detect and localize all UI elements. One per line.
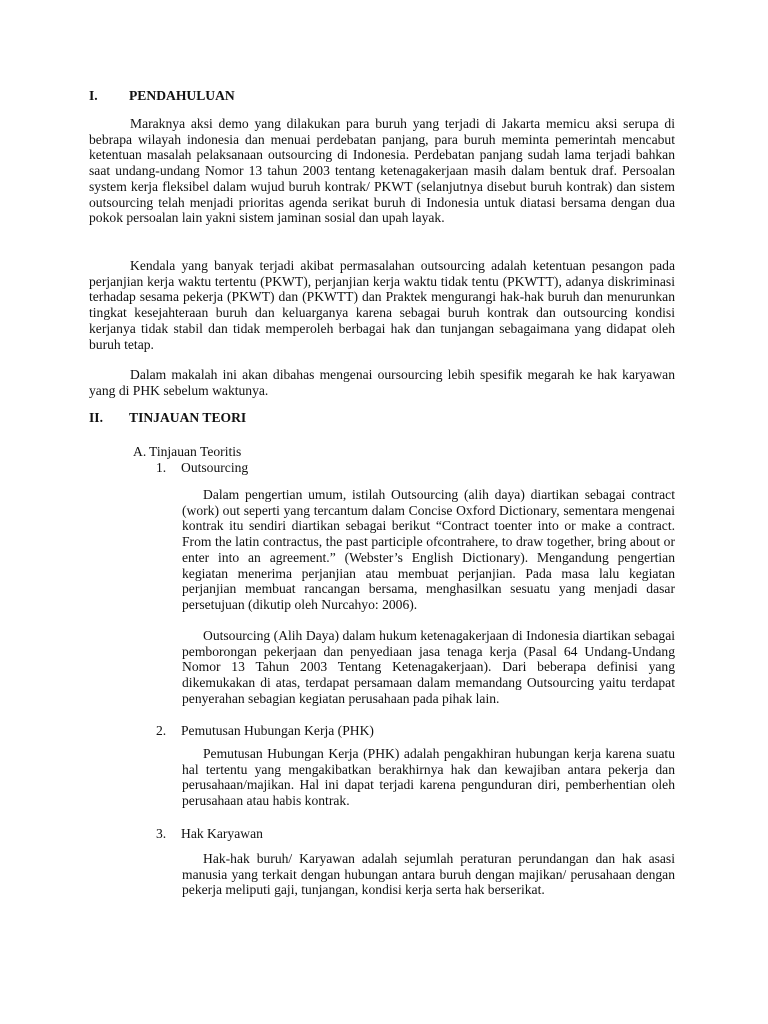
intro-paragraph-2: Kendala yang banyak terjadi akibat permasalahan outsourcing adalah ketentuan pesangon pada perjanjian kerja waktu tertentu (PKWT), perjanjian kerja waktu tidak tentu (PKWTT), adanya diskriminasi terhadap sesama pekerja (PKWT) dan (PKWTT) dan Praktek mengurangi hak-hak buruh dan menurunkan tingkat kesejahteraan buruh dan keluarganya karena sebagai buruh kontrak dan outsourcing kondisi kerjanya tidak stabil dan tidak memperoleh berbagai hak dan tunjangan sebagaimana yang didapat oleh buruh tetap. [89,258,675,352]
hak-karyawan-paragraph: Hak-hak buruh/ Karyawan adalah sejumlah peraturan perundangan dan hak asasi manusia yang terkait dengan hubungan antara buruh dengan majikan/ perusahaan dengan pekerja meliputi gaji, tunjangan, kondisi kerja serta hak berserikat. [182,851,675,898]
item-heading-outsourcing [156,460,248,476]
subsection-heading-tinjauan-teoritis [133,444,241,460]
section-number: II. [89,410,103,425]
item-title: Hak Karyawan [181,826,263,841]
outsourcing-paragraph-2: Outsourcing (Alih Daya) dalam hukum ketenagakerjaan di Indonesia diartikan sebagai pemborongan pekerjaan dan penyediaan jasa tenaga kerja (Pasal 64 Undang-Undang Nomor 13 Tahun 2003 Tentang Ketenagakerjaan). Dari beberapa definisi yang dikemukakan di atas, terdapat persamaan dalam memandang Outsourcing yaitu terdapat penyerahan sebagian kegiatan perusahaan pada pihak lain. [182,628,675,706]
item-title: Pemutusan Hubungan Kerja (PHK) [181,723,374,738]
subsection-title: Tinjauan Teoritis [149,444,242,459]
item-number: 3. [156,826,167,841]
item-heading-phk [156,723,374,739]
section-heading-pendahuluan [89,88,675,104]
item-heading-hak-karyawan [156,826,263,842]
item-number: 1. [156,460,167,475]
section-title: TINJAUAN TEORI [129,410,247,425]
intro-paragraph-3: Dalam makalah ini akan dibahas mengenai oursourcing lebih spesifik megarah ke hak karyawan yang di PHK sebelum waktunya. [89,367,675,398]
section-title: PENDAHULUAN [129,88,235,103]
outsourcing-paragraph-1: Dalam pengertian umum, istilah Outsourcing (alih daya) diartikan sebagai contract (work) out seperti yang tercantum dalam Concise Oxford Dictionary, sementara mengenai kontrak itu sendiri diartikan sebagai berikut “Contract toenter into or make a contract. From the latin contractus, the past participle ofcontrahere, to draw together, bring about or enter into an agreement.” (Webster’s English Dictionary). Mengandung pengertian kegiatan menerima perjanjian atau membuat perjanjian. Pada masa lalu kegiatan perjanjian membuat rancangan bersama, menghasilkan sesuatu yang menjadi dasar persetujuan (dikutip oleh Nurcahyo: 2006). [182,487,675,612]
item-number: 2. [156,723,167,738]
phk-paragraph: Pemutusan Hubungan Kerja (PHK) adalah pengakhiran hubungan kerja karena suatu hal tertentu yang mengakibatkan berakhirnya hak dan kewajiban antara pekerja dan perusahaan/majikan. Hal ini dapat terjadi karena pengunduran diri, pemberhentian oleh perusahaan atau habis kontrak. [182,746,675,809]
subsection-label: A. [133,444,147,459]
section-heading-tinjauan-teori [89,410,675,426]
section-number: I. [89,88,98,103]
item-title: Outsourcing [181,460,249,475]
intro-paragraph-1: Maraknya aksi demo yang dilakukan para buruh yang terjadi di Jakarta memicu aksi serupa di bebrapa wilayah indonesia dan menuai perdebatan panjang, para buruh meminta pemerintah mencabut ketentuan masalah pelaksanaan outsourcing di Indonesia. Perdebatan panjang sudah lama terjadi bahkan saat undang-undang Nomor 13 tahun 2003 tentang ketenagakerjaan masih dalam bentuk draf. Persoalan system kerja fleksibel dalam wujud buruh kontrak/ PKWT (selanjutnya disebut buruh kontrak) dan sistem outsourcing telah menjadi prioritas agenda serikat buruh di Indonesia untuk diatasi bersama dengan dua pokok persoalan lain yakni sistem jaminan sosial dan upah layak. [89,116,675,226]
